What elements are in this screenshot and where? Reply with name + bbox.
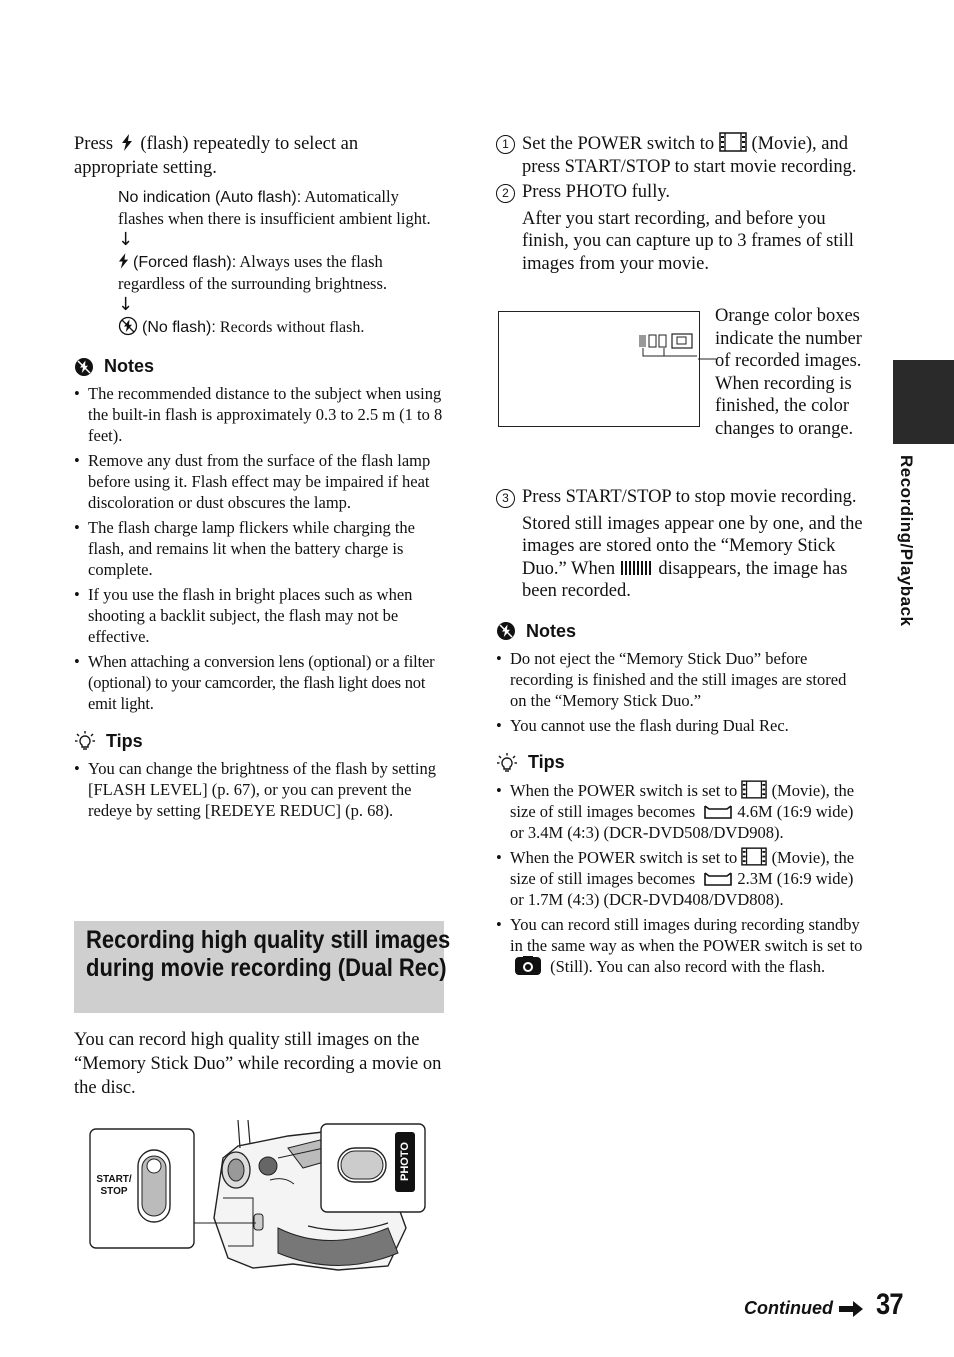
list-item: • The recommended distance to the subject when using the built-in flash is approximately 0.3 to 2.5 m (1 to 8 feet). [74,383,444,446]
left-column [74,132,444,825]
step-3: 3 Press START/STOP to stop movie recording. [496,486,864,509]
flash-icon [118,253,129,269]
auto-flash-option: No indication (Auto flash): Automatically flashes when there is insufficient ambient light. [118,187,431,228]
photo-label: PHOTO [399,1142,411,1182]
camera-icon [514,956,542,976]
arrow-right-icon [838,1299,864,1319]
section-title: Recording high quality still images during movie recording (Dual Rec) [86,926,451,982]
list-item: • Remove any dust from the surface of the flash lamp before using it. Flash effect may be impaired if heat discoloration or dust obscures the lamp. [74,450,444,513]
tips-icon [496,752,518,774]
step-1: 1 Set the POWER switch to (Movie), and press START/STOP to start movie recording. [496,132,864,178]
down-arrow-icon: ↓ [118,229,134,250]
notes-icon [74,357,94,377]
recording-bars-icon [620,560,654,576]
flash-intro: Press (flash) repeatedly to select an appropriate setting. [74,134,359,178]
right-column [496,132,864,275]
list-item: • When the POWER switch is set to (Movie), the size of still images becomes 4.6M (16:9 wide) or 3.4M (4:3) (DCR-DVD508/DVD908). [496,780,864,843]
no-flash-icon [118,316,138,336]
image-size-icon [703,871,733,887]
list-item: • You can record still images during recording standby in the same way as when the POWER switch is set to (Still). You can also record with the flash. [496,914,864,977]
flash-options [118,186,444,338]
list-item: • You cannot use the flash during Dual Rec. [496,715,864,736]
image-size-icon [703,804,733,820]
section-body: You can record high quality still images on the “Memory Stick Duo” while recording a movie on the disc. [74,1030,442,1098]
list-item: • If you use the flash in bright places such as when shooting a backlit subject, the flash may not be effective. [74,584,444,647]
tips-heading: Tips [74,730,444,752]
camcorder-illustration [88,1118,430,1276]
page-number: 37 [876,1288,903,1321]
flash-icon [121,134,133,151]
movie-film-icon [741,847,767,866]
notes-heading: Notes [496,621,864,642]
list-item: • You can change the brightness of the flash by setting [FLASH LEVEL] (p. 67), or you can prevent the redeye by setting [REDEYE REDUC] (p. 68). [74,758,444,821]
sidebar-label: Recording/Playback [897,455,916,627]
callout-line [698,355,716,361]
notes-icon [496,621,516,641]
recorded-image-boxes-icon [637,332,697,366]
list-item: • Do not eject the “Memory Stick Duo” before recording is finished and the still images are stored on the “Memory Stick Duo.” [496,648,864,711]
list-item: • The flash charge lamp flickers while charging the flash, and remains lit when the battery charge is complete. [74,517,444,580]
list-item: • When attaching a conversion lens (optional) or a filter (optional) to your camcorder, the flash light does not emit light. [74,651,444,714]
step-number: 1 [496,135,515,154]
notes-heading: Notes [74,356,444,377]
forced-flash-option: (Forced flash): Always uses the flash regardless of the surrounding brightness. [118,252,387,293]
list-item: • When the POWER switch is set to (Movie), the size of still images becomes 2.3M (16:9 wide) or 1.7M (4:3) (DCR-DVD408/DVD808). [496,847,864,910]
movie-film-icon [741,780,767,799]
step-3-description: Stored still images appear one by one, and the images are stored onto the “Memory Stick Duo.” When disappears, the image has been recorded. [522,513,863,601]
movie-film-icon [719,132,747,152]
step-2: 2 Press PHOTO fully. [496,181,864,204]
step-number: 3 [496,489,515,508]
camcorder-drawing [88,1118,430,1276]
tips-heading: Tips [496,752,864,774]
right-column-lower [496,486,864,981]
no-flash-option: (No flash): Records without flash. [118,316,444,338]
notes-list [74,383,444,714]
section-heading-box [74,921,451,1013]
sidebar-tab [893,360,954,444]
callout-text: Orange color boxes indicate the number of recorded images. When recording is finished, the color changes to orange. [715,306,862,439]
step-number: 2 [496,184,515,203]
start-stop-label: START/ STOP [96,1174,132,1197]
down-arrow-icon: ↓ [118,294,134,315]
step-2-description: After you start recording, and before you finish, you can capture up to 3 frames of still images from your movie. [522,208,854,274]
tips-icon [74,730,96,752]
lcd-screen-diagram [498,311,700,427]
continued-label: Continued [744,1298,833,1318]
